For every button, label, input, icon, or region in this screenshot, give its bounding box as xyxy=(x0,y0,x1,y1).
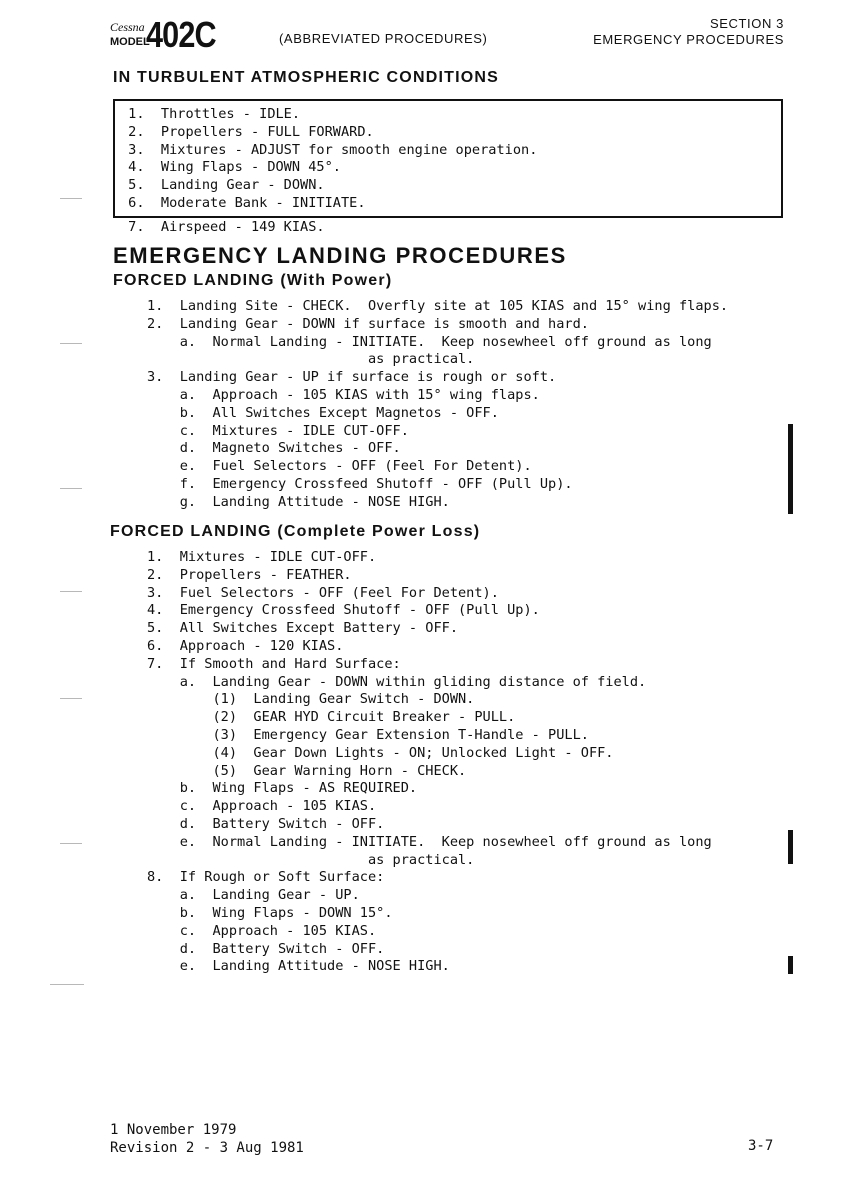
footer-revision: Revision 2 - 3 Aug 1981 xyxy=(110,1140,304,1156)
forced-power-step: as practical. xyxy=(147,351,475,368)
turbulent-step: 1. Throttles - IDLE. xyxy=(120,106,301,122)
forced-complete-step: c. Approach - 105 KIAS. xyxy=(147,922,377,939)
forced-power-step: 3. Landing Gear - UP if surface is rough or soft. xyxy=(147,369,557,386)
forced-complete-step: a. Landing Gear - DOWN within gliding distance of field. xyxy=(147,673,647,690)
model-label: MODEL xyxy=(110,36,150,48)
forced-power-step: g. Landing Attitude - NOSE HIGH. xyxy=(147,493,450,510)
forced-complete-step: 4. Emergency Crossfeed Shutoff - OFF (Pull Up). xyxy=(147,602,540,619)
turbulent-step-7: 7. Airspeed - 149 KIAS. xyxy=(120,219,325,235)
turbulent-step: 6. Moderate Bank - INITIATE. xyxy=(120,194,366,211)
section-title: EMERGENCY PROCEDURES xyxy=(593,32,784,47)
binding-mark xyxy=(60,488,82,489)
forced-complete-step: (5) Gear Warning Horn - CHECK. xyxy=(147,762,467,779)
forced-landing-power-steps xyxy=(147,298,728,512)
binding-mark xyxy=(60,843,82,844)
page-number: 3-7 xyxy=(748,1138,774,1154)
revision-change-bar xyxy=(788,956,793,974)
forced-power-step: e. Fuel Selectors - OFF (Feel For Detent). xyxy=(147,458,532,475)
forced-complete-step: 3. Fuel Selectors - OFF (Feel For Detent). xyxy=(147,584,499,601)
binding-mark xyxy=(50,984,84,985)
forced-complete-step: 7. If Smooth and Hard Surface: xyxy=(147,655,401,672)
forced-complete-step: (3) Emergency Gear Extension T-Handle - PULL. xyxy=(147,726,589,743)
forced-power-step: d. Magneto Switches - OFF. xyxy=(147,440,401,457)
forced-complete-step: as practical. xyxy=(147,851,475,868)
forced-power-step: b. All Switches Except Magnetos - OFF. xyxy=(147,404,499,421)
forced-complete-step: e. Normal Landing - INITIATE. Keep nosewheel off ground as long xyxy=(147,833,712,850)
forced-complete-step: 1. Mixtures - IDLE CUT-OFF. xyxy=(147,549,377,565)
section-header xyxy=(593,16,784,48)
forced-complete-step: (4) Gear Down Lights - ON; Unlocked Light - OFF. xyxy=(147,744,614,761)
turbulent-title: IN TURBULENT ATMOSPHERIC CONDITIONS xyxy=(113,69,499,86)
turbulent-step: 2. Propellers - FULL FORWARD. xyxy=(120,123,374,140)
turbulent-steps-list xyxy=(120,106,537,213)
forced-complete-step: (1) Landing Gear Switch - DOWN. xyxy=(147,691,475,708)
forced-complete-step: 2. Propellers - FEATHER. xyxy=(147,566,352,583)
forced-complete-step: b. Wing Flaps - DOWN 15°. xyxy=(147,904,393,921)
forced-power-step: a. Approach - 105 KIAS with 15° wing flaps. xyxy=(147,386,540,403)
binding-mark xyxy=(60,698,82,699)
forced-power-step: 2. Landing Gear - DOWN if surface is smooth and hard. xyxy=(147,315,589,332)
turbulent-step: 4. Wing Flaps - DOWN 45°. xyxy=(120,159,341,176)
forced-landing-complete-steps xyxy=(147,549,712,976)
revision-change-bar xyxy=(788,424,793,514)
emergency-landing-title: EMERGENCY LANDING PROCEDURES xyxy=(113,243,567,268)
forced-complete-step: 8. If Rough or Soft Surface: xyxy=(147,869,385,886)
brand-name: Cessna xyxy=(110,20,145,34)
forced-power-step: f. Emergency Crossfeed Shutoff - OFF (Pull Up). xyxy=(147,475,573,492)
forced-power-step: 1. Landing Site - CHECK. Overfly site at 105 KIAS and 15° wing flaps. xyxy=(147,298,729,314)
turbulent-step: 3. Mixtures - ADJUST for smooth engine operation. xyxy=(120,141,538,158)
forced-complete-step: e. Landing Attitude - NOSE HIGH. xyxy=(147,958,450,975)
section-number: SECTION 3 xyxy=(709,16,784,31)
binding-mark xyxy=(60,198,82,199)
forced-complete-step: b. Wing Flaps - AS REQUIRED. xyxy=(147,780,418,797)
header-subtitle: (ABBREVIATED PROCEDURES) xyxy=(279,31,488,46)
forced-power-step: c. Mixtures - IDLE CUT-OFF. xyxy=(147,422,409,439)
model-number: 402C xyxy=(146,14,216,55)
forced-complete-step: 6. Approach - 120 KIAS. xyxy=(147,637,344,654)
binding-mark xyxy=(60,591,82,592)
forced-landing-power-title: FORCED LANDING (With Power) xyxy=(113,272,393,289)
forced-complete-step: (2) GEAR HYD Circuit Breaker - PULL. xyxy=(147,709,516,726)
forced-power-step: a. Normal Landing - INITIATE. Keep nosewheel off ground as long xyxy=(147,333,712,350)
forced-complete-step: 5. All Switches Except Battery - OFF. xyxy=(147,620,458,637)
binding-mark xyxy=(60,343,82,344)
forced-complete-step: a. Landing Gear - UP. xyxy=(147,887,360,904)
revision-change-bar xyxy=(788,830,793,864)
forced-landing-complete-title: FORCED LANDING (Complete Power Loss) xyxy=(110,523,481,540)
forced-complete-step: d. Battery Switch - OFF. xyxy=(147,940,385,957)
turbulent-step: 5. Landing Gear - DOWN. xyxy=(120,177,325,194)
forced-complete-step: c. Approach - 105 KIAS. xyxy=(147,798,377,815)
footer-date: 1 November 1979 xyxy=(110,1122,237,1138)
forced-complete-step: d. Battery Switch - OFF. xyxy=(147,815,385,832)
